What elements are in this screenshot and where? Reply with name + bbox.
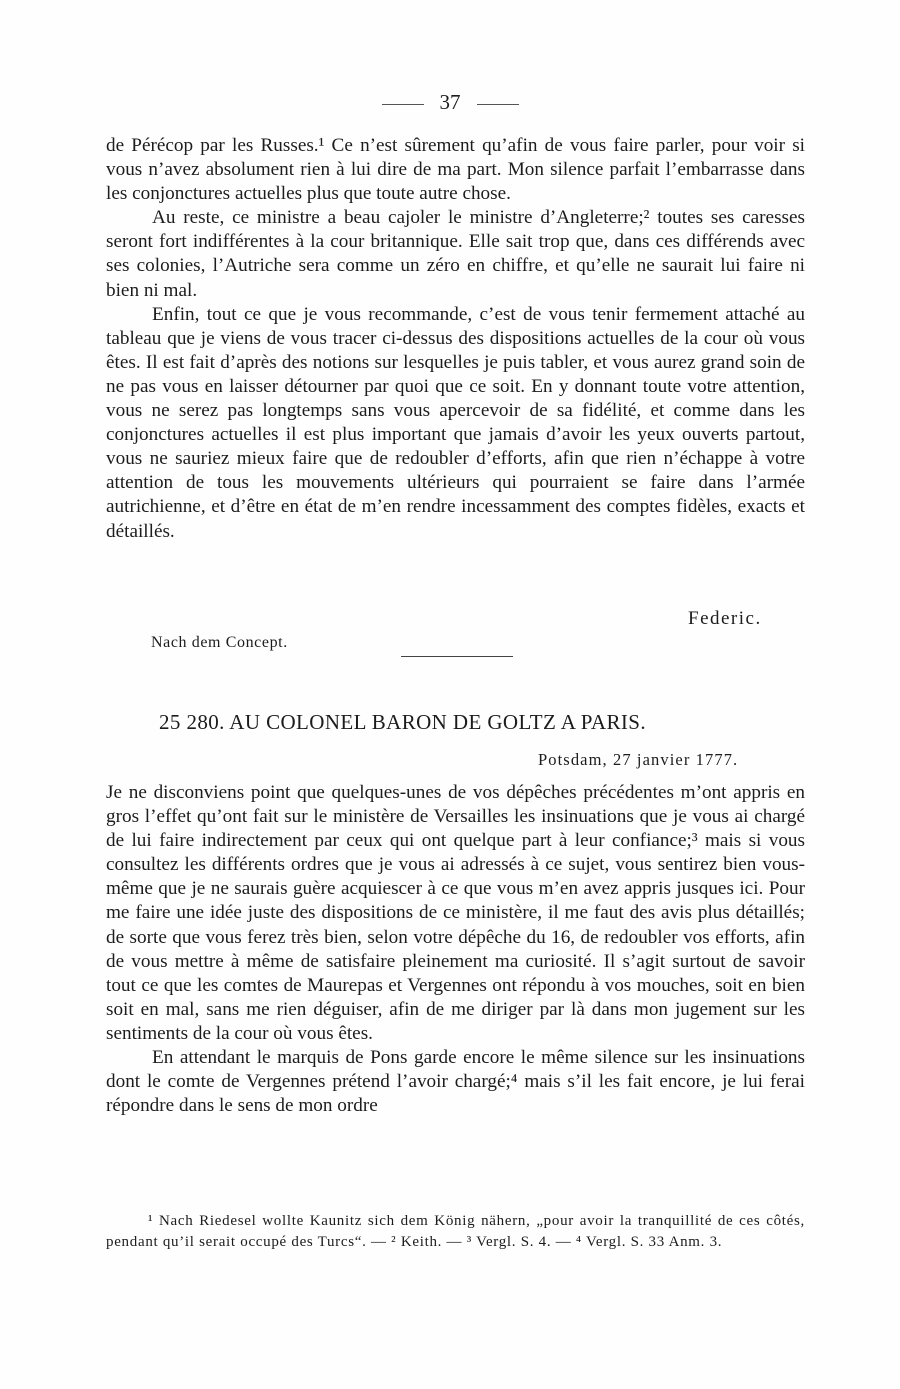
- paragraph: de Pérécop par les Russes.¹ Ce n’est sûrement qu’afin de vous faire parler, pour voir si vous n’avez absolument rien à lui dire de ma part. Mon silence parfait l’embarrasse dans les conjonctures actuelles plus que toute autre chose.: [106, 135, 805, 205]
- page-header: [0, 90, 900, 114]
- paragraph: Au reste, ce ministre a beau cajoler le ministre d’Angleterre;² toutes ses caresses seront fort indifférentes à la cour britannique. Elle sait trop que, dans ces différends avec ses colonies, l’Autriche sera comme un zéro en chiffre, et qu’elle ne saurait lui faire ni bien ni mal.: [106, 207, 805, 301]
- paragraph: Enfin, tout ce que je vous recommande, c’est de vous tenir fermement attaché au tableau que je viens de vous tracer ci-dessus des dispositions actuelles de la cour où vous êtes. Il est fait d’après des notions sur lesquelles je puis tabler, et vous aurez grand soin de ne pas vous en laisser détourner par quoi que ce soit. En y donnant toute votre attention, vous ne serez pas longtemps sans vous apercevoir de sa fidélité, et comme dans les conjonctures actuelles il est plus important que jamais d’avoir les yeux ouverts partout, vous ne sauriez mieux faire que de redoubler d’efforts, afin que rien n’échappe à votre attention de tous les mouvements ultérieurs qui pourraient se faire dans l’armée autrichienne, et d’être en état de m’en rendre incessamment des comptes fidèles, exacts et détaillés.: [106, 303, 805, 542]
- page-number: 37: [439, 90, 461, 114]
- header-rule-left: [382, 104, 424, 105]
- letter-place-date: Potsdam, 27 janvier 1777.: [538, 750, 739, 769]
- paragraph: En attendant le marquis de Pons garde encore le même silence sur les insinuations dont le comte de Vergennes prétend l’avoir chargé;⁴ mais s’il les fait encore, je lui ferai répondre dans le sens de mon ordre: [106, 1047, 805, 1117]
- letter-heading: 25 280. AU COLONEL BARON DE GOLTZ A PARIS.: [159, 710, 647, 734]
- letter-body: [106, 781, 805, 1118]
- source-note: Nach dem Concept.: [151, 634, 288, 651]
- section-separator: [401, 656, 513, 657]
- paragraph: Je ne disconviens point que quelques-unes de vos dépêches précédentes m’ont appris en gros l’effet qu’ont fait sur le ministère de Versailles les insinuations que je vous ai chargé de lui faire indirectement par ceux qui ont quelque part à leur confiance;³ mais si vous consultez les différents ordres que je vous ai adressés à ce sujet, vous sentirez bien vous-même que je ne saurais guère acquiescer à ce que vous m’en avez appris jusques ici. Pour me faire une idée juste des dispositions de ce ministère, il me faut des avis plus détaillés; de sorte que vous ferez très bien, selon votre dépêche du 16, de redoubler vos efforts, afin de vous mettre à même de satisfaire pleinement ma curiosité. Il s’agit surtout de savoir tout ce que les comtes de Maurepas et Vergennes ont répondu à vos mouches, soit en bien soit en mal, sans me rien déguiser, afin de me diriger par là dans mon jugement sur les sentiments de la cour où vous êtes.: [106, 782, 805, 1044]
- footnote-text: ¹ Nach Riedesel wollte Kaunitz sich dem König nähern, „pour avoir la tranquillité de ces côtés, pendant qu’il serait occupé des Turcs“. — ² Keith. — ³ Vergl. S. 4. — ⁴ Vergl. S. 33 Anm. 3.: [106, 1213, 805, 1250]
- header-rule-right: [477, 104, 519, 105]
- signature: Federic.: [688, 608, 762, 629]
- footnotes: [106, 1211, 805, 1253]
- previous-letter-body: [106, 134, 805, 544]
